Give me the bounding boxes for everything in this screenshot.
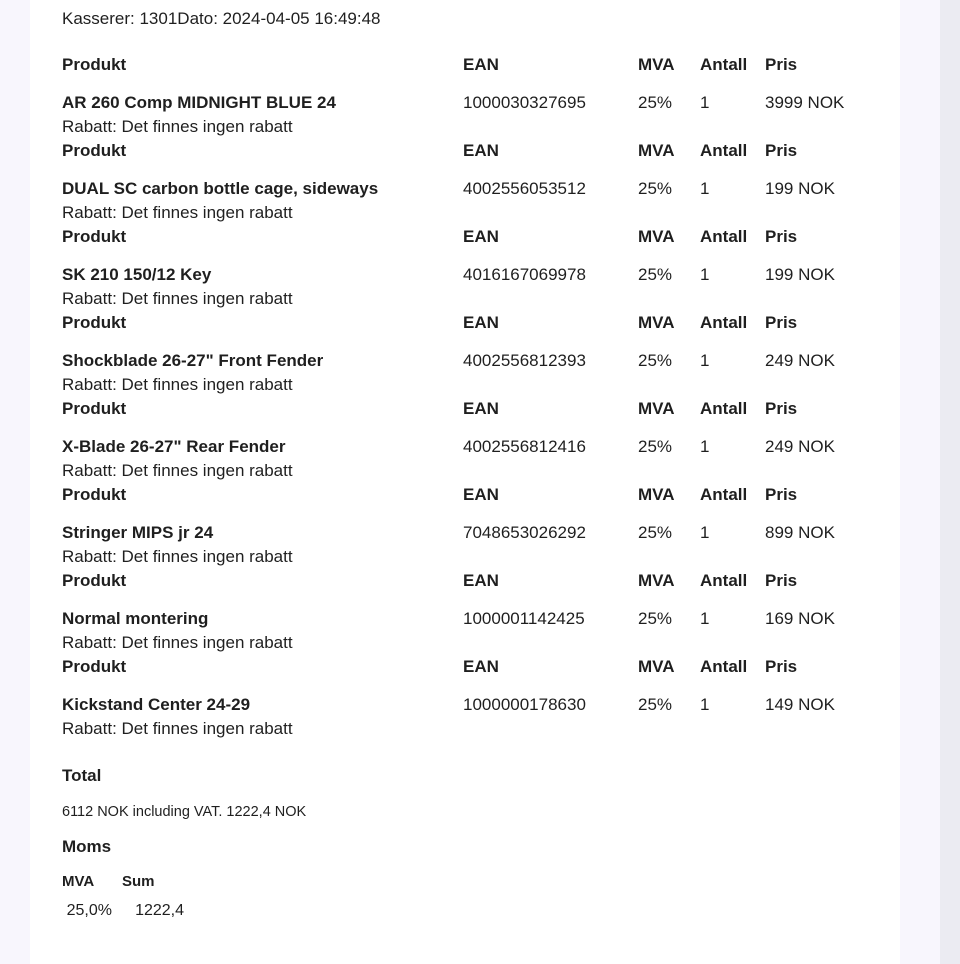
product-ean: 1000030327695 (463, 93, 586, 112)
product-name: AR 260 Comp MIDNIGHT BLUE 24 (62, 93, 336, 112)
product-pris: 149 NOK (765, 695, 835, 714)
col-header-ean: EAN (463, 657, 499, 676)
col-header-pris: Pris (765, 313, 798, 332)
product-ean: 4002556053512 (463, 179, 586, 198)
col-header-pris: Pris (765, 141, 798, 160)
product-name: Kickstand Center 24-29 (62, 695, 251, 714)
col-header-mva: MVA (638, 485, 675, 504)
col-header-produkt: Produkt (62, 399, 127, 418)
col-header-ean: EAN (463, 571, 499, 590)
col-header-ean: EAN (463, 399, 499, 418)
moms-sum-value: 1222,4 (135, 902, 184, 919)
table-header-row (30, 655, 900, 679)
col-header-ean: EAN (463, 313, 499, 332)
col-header-produkt: Produkt (62, 485, 127, 504)
col-header-produkt: Produkt (62, 313, 127, 332)
product-mva: 25% (638, 93, 673, 112)
receipt-content-panel (30, 0, 900, 964)
col-header-antall: Antall (700, 571, 748, 590)
product-pris: 249 NOK (765, 437, 835, 456)
col-header-antall: Antall (700, 55, 748, 74)
col-header-antall: Antall (700, 227, 748, 246)
product-row (30, 435, 900, 459)
product-pris: 3999 NOK (765, 93, 845, 112)
col-header-pris: Pris (765, 571, 798, 590)
col-header-antall: Antall (700, 657, 748, 676)
col-header-produkt: Produkt (62, 227, 127, 246)
product-pris: 199 NOK (765, 265, 835, 284)
col-header-produkt: Produkt (62, 657, 127, 676)
right-background-strip (940, 0, 960, 964)
rabatt-line: Rabatt: Det finnes ingen rabatt (62, 719, 293, 738)
product-name: Stringer MIPS jr 24 (62, 523, 214, 542)
product-mva: 25% (638, 265, 673, 284)
product-block (30, 655, 900, 741)
date-label: Dato: 2024-04-05 16:49:48 (177, 9, 381, 28)
col-header-ean: EAN (463, 141, 499, 160)
moms-heading: Moms (62, 837, 112, 856)
col-header-mva: MVA (638, 55, 675, 74)
product-block (30, 483, 900, 569)
product-ean: 4002556812416 (463, 437, 586, 456)
moms-col-header-sum: Sum (122, 873, 155, 890)
product-antall: 1 (700, 265, 710, 284)
rabatt-line: Rabatt: Det finnes ingen rabatt (62, 289, 293, 308)
product-ean: 4002556812393 (463, 351, 586, 370)
col-header-antall: Antall (700, 141, 748, 160)
rabatt-line: Rabatt: Det finnes ingen rabatt (62, 203, 293, 222)
total-amount-line: 6112 NOK including VAT. 1222,4 NOK (62, 804, 307, 820)
product-block (30, 225, 900, 311)
product-row (30, 177, 900, 201)
product-mva: 25% (638, 609, 673, 628)
table-header-row (30, 397, 900, 421)
col-header-mva: MVA (638, 399, 675, 418)
product-antall: 1 (700, 437, 710, 456)
col-header-ean: EAN (463, 55, 499, 74)
col-header-antall: Antall (700, 313, 748, 332)
product-antall: 1 (700, 93, 710, 112)
product-mva: 25% (638, 523, 673, 542)
col-header-ean: EAN (463, 485, 499, 504)
product-pris: 169 NOK (765, 609, 835, 628)
col-header-produkt: Produkt (62, 571, 127, 590)
moms-header-row (62, 872, 900, 892)
product-mva: 25% (638, 179, 673, 198)
col-header-mva: MVA (638, 571, 675, 590)
product-block (30, 397, 900, 483)
col-header-produkt: Produkt (62, 55, 127, 74)
total-heading: Total (62, 766, 102, 785)
product-block (30, 139, 900, 225)
product-antall: 1 (700, 179, 710, 198)
product-pris: 249 NOK (765, 351, 835, 370)
product-antall: 1 (700, 695, 710, 714)
product-row (30, 263, 900, 287)
table-header-row (30, 569, 900, 593)
moms-value-row (62, 901, 900, 921)
product-row (30, 349, 900, 373)
product-mva: 25% (638, 695, 673, 714)
table-header-row (30, 139, 900, 163)
product-row (30, 521, 900, 545)
product-name: Shockblade 26-27" Front Fender (62, 351, 324, 370)
table-header-row (30, 311, 900, 335)
product-row (30, 607, 900, 631)
col-header-mva: MVA (638, 313, 675, 332)
col-header-pris: Pris (765, 399, 798, 418)
product-antall: 1 (700, 609, 710, 628)
product-ean: 1000000178630 (463, 695, 586, 714)
product-name: DUAL SC carbon bottle cage, sideways (62, 179, 379, 198)
col-header-produkt: Produkt (62, 141, 127, 160)
moms-mva-value: 25,0% (66, 902, 112, 919)
product-name: X-Blade 26-27" Rear Fender (62, 437, 286, 456)
product-mva: 25% (638, 437, 673, 456)
col-header-pris: Pris (765, 227, 798, 246)
product-mva: 25% (638, 351, 673, 370)
product-block (30, 311, 900, 397)
col-header-pris: Pris (765, 485, 798, 504)
product-ean: 7048653026292 (463, 523, 586, 542)
table-header-row (30, 53, 900, 77)
product-name: Normal montering (62, 609, 209, 628)
table-header-row (30, 483, 900, 507)
col-header-mva: MVA (638, 227, 675, 246)
col-header-pris: Pris (765, 55, 798, 74)
product-block (30, 53, 900, 139)
rabatt-line: Rabatt: Det finnes ingen rabatt (62, 375, 293, 394)
product-ean: 1000001142425 (463, 609, 585, 628)
col-header-mva: MVA (638, 657, 675, 676)
col-header-ean: EAN (463, 227, 499, 246)
product-pris: 199 NOK (765, 179, 835, 198)
col-header-antall: Antall (700, 485, 748, 504)
moms-table (30, 872, 900, 921)
product-name: SK 210 150/12 Key (62, 265, 212, 284)
col-header-pris: Pris (765, 657, 798, 676)
product-row (30, 91, 900, 115)
rabatt-line: Rabatt: Det finnes ingen rabatt (62, 461, 293, 480)
cashier-date-line (30, 0, 900, 31)
rabatt-line: Rabatt: Det finnes ingen rabatt (62, 547, 293, 566)
product-antall: 1 (700, 351, 710, 370)
col-header-mva: MVA (638, 141, 675, 160)
cashier-label: Kasserer: 1301 (62, 9, 178, 28)
col-header-antall: Antall (700, 399, 748, 418)
product-row (30, 693, 900, 717)
rabatt-line: Rabatt: Det finnes ingen rabatt (62, 117, 293, 136)
table-header-row (30, 225, 900, 249)
product-block (30, 569, 900, 655)
product-antall: 1 (700, 523, 710, 542)
rabatt-line: Rabatt: Det finnes ingen rabatt (62, 633, 293, 652)
product-pris: 899 NOK (765, 523, 835, 542)
product-ean: 4016167069978 (463, 265, 586, 284)
moms-col-header-mva: MVA (62, 873, 95, 890)
